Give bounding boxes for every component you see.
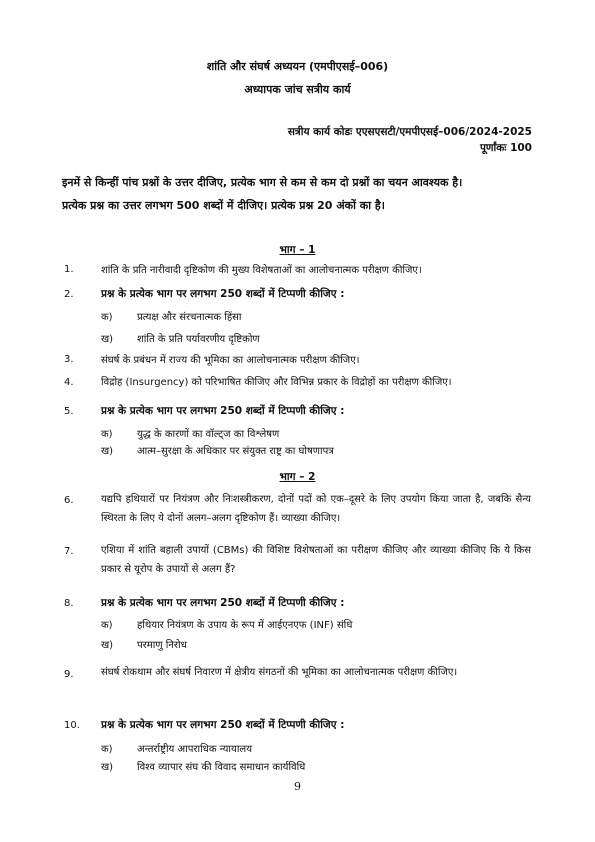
question-text: शांति के प्रति नारीवादी दृष्टिकोण की मुख्य विशेषताओं का आलोचनात्मक परीक्षण कीजिए।: [101, 265, 422, 276]
max-marks: पूर्णांकः 100: [479, 142, 532, 154]
question-number: 7.: [64, 546, 74, 557]
question-number: 9.: [64, 669, 74, 680]
assignment-code: सत्रीय कार्य कोडः एएसएसटी/एमपीएसई–006/2024-2025: [287, 126, 532, 138]
question-text: प्रश्न के प्रत्येक भाग पर लगभग 250 शब्दों में टिप्पणी कीजिए :: [101, 597, 345, 609]
question-text: संघर्ष के प्रबंधन में राज्य की भूमिका का आलोचनात्मक परीक्षण कीजिए।: [101, 355, 360, 366]
sub-question-label: क): [101, 312, 113, 323]
sub-question-text: परमाणु निरोध: [137, 640, 187, 651]
sub-question-label: ख): [101, 640, 114, 651]
question-number: 2.: [64, 289, 74, 300]
question-number: 1.: [64, 264, 74, 275]
sub-question-label: क): [101, 744, 113, 755]
question-text: प्रश्न के प्रत्येक भाग पर लगभग 250 शब्दों में टिप्पणी कीजिए :: [101, 405, 345, 417]
sub-question-label: क): [101, 429, 113, 440]
question-number: 4.: [64, 377, 74, 388]
sub-question-text: शांति के प्रति पर्यावरणीय दृष्टिकोण: [137, 334, 260, 345]
sub-question-text: अन्तर्राष्ट्रीय आपराधिक न्यायालय: [137, 744, 252, 755]
part-2-heading: भाग – 2: [279, 471, 316, 483]
question-text: संघर्ष रोकथाम और संघर्ष निवारण में क्षेत्रीय संगठनों की भूमिका का आलोचनात्मक परीक्षण कीजिए।: [101, 667, 458, 678]
sub-question-text: प्रत्यक्ष और संरचनात्मक हिंसा: [137, 312, 242, 323]
course-title: शांति और संघर्ष अध्ययन (एमपीएसई–006): [206, 60, 389, 73]
assignment-subtitle: अध्यापक जांच सत्रीय कार्य: [244, 83, 351, 96]
sub-question-text: हथियार नियंत्रण के उपाय के रूप में आईएनएफ (INF) संधि: [137, 620, 353, 631]
sub-question-text: आत्म–सुरक्षा के अधिकार पर संयुक्त राष्ट्र का घोषणापत्र: [137, 446, 334, 457]
question-number: 8.: [64, 598, 74, 609]
question-text: यद्यपि हथियारों पर नियंत्रण और निःशस्त्रीकरण, दोनों पदों को एक–दूसरे के लिए उपयोग किया जाता है, जबकि सैन्य स्थिरता के लिए ये दोनों अलग–अलग दृष्टिकोण हैं। व्याख्या कीजिए।: [101, 494, 531, 524]
part-1-heading: भाग – 1: [279, 244, 316, 256]
question-text: प्रश्न के प्रत्येक भाग पर लगभग 250 शब्दों में टिप्पणी कीजिए :: [101, 288, 345, 300]
sub-question-text: विश्व व्यापार संघ की विवाद समाधान कार्यविधि: [137, 762, 306, 773]
sub-question-label: क): [101, 620, 113, 631]
sub-question-label: ख): [101, 334, 114, 345]
sub-question-text: युद्ध के कारणों का वॉल्ट्ज का विश्लेषण: [137, 429, 280, 440]
instruction-line-1: इनमें से किन्हीं पांच प्रश्नों के उत्तर दीजिए, प्रत्येक भाग से कम से कम दो प्रश्नों का चयन आवश्यक है।: [62, 176, 463, 189]
question-number: 10.: [64, 720, 80, 731]
instruction-line-2: प्रत्येक प्रश्न का उत्तर लगभग 500 शब्दों में दीजिए। प्रत्येक प्रश्न 20 अंकों का है।: [62, 199, 385, 212]
question-number: 3.: [64, 354, 74, 365]
question-number: 6.: [64, 495, 74, 506]
sub-question-label: ख): [101, 762, 114, 773]
question-number: 5.: [64, 406, 74, 417]
sub-question-label: ख): [101, 446, 114, 457]
page-number: 9: [294, 780, 301, 793]
question-text: विद्रोह (Insurgency) को परिभाषित कीजिए और विभिन्न प्रकार के विद्रोहों का परीक्षण कीजिए।: [101, 377, 452, 388]
question-text: एशिया में शांति बहाली उपायों (CBMs) की विशिष्ट विशेषताओं का परीक्षण कीजिए और व्याख्या कीजिए कि ये किस प्रकार से यूरोप के उपायों से अलग हैं?: [101, 545, 531, 575]
question-text: प्रश्न के प्रत्येक भाग पर लगभग 250 शब्दों में टिप्पणी कीजिए :: [101, 719, 345, 731]
